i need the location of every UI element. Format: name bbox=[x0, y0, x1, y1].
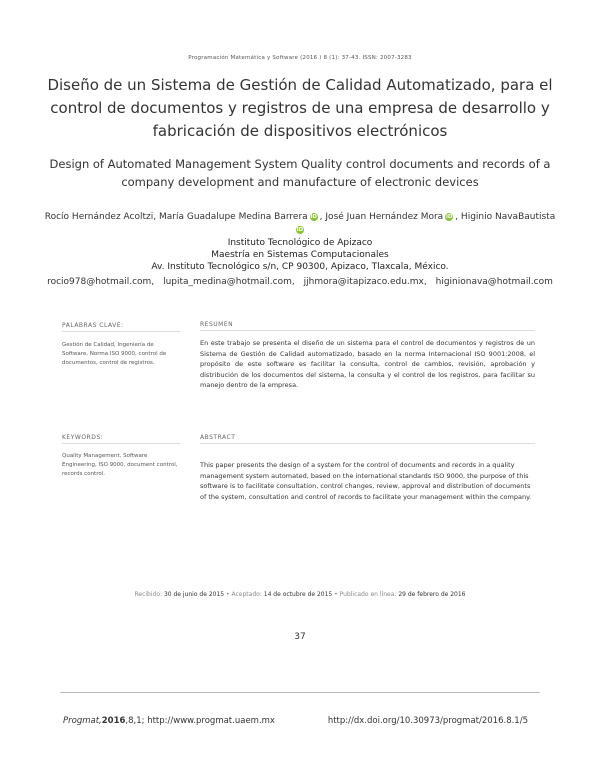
online-date: 29 de febrero de 2016 bbox=[398, 591, 466, 598]
abstract-es-label: RESUMEN bbox=[200, 321, 234, 328]
accepted-date: 14 de octubre de 2015 bbox=[263, 591, 333, 598]
footer-citation bbox=[63, 716, 275, 726]
orcid-icon[interactable]: iD bbox=[445, 214, 453, 220]
divider bbox=[200, 443, 535, 444]
orcid-icon[interactable]: iD bbox=[310, 214, 317, 220]
footer-volume: 2016 bbox=[101, 716, 126, 726]
page-number: 37 bbox=[294, 632, 306, 642]
footer-divider bbox=[60, 692, 540, 693]
affiliation bbox=[40, 237, 560, 273]
accepted-label: Aceptado: bbox=[231, 591, 262, 598]
author-name: María Guadalupe Medina Barrera bbox=[158, 212, 308, 222]
email-link[interactable]: jjhmora@itapizaco.edu.mx, bbox=[303, 277, 427, 287]
title-spanish: Diseño de un Sistema de Gestión de Calidad Automatizado, para el control de documentos y registros de una empresa de desarrollo y fabricación de dispositivos electrónicos bbox=[47, 76, 553, 140]
keywords-en-text: Quality Management, Software Engineering, ISO 9000, document control, records control. bbox=[62, 453, 178, 477]
publication-dates: Recibido: 30 de junio de 2015 • Aceptado: 14 de octubre de 2015 • Publicado en línea: 29 de febrero de 2016 bbox=[134, 591, 466, 598]
footer-url[interactable]: ,8,1; http://www.progmat.uaem.mx bbox=[125, 716, 275, 726]
email-link[interactable]: higinionava@hotmail.com bbox=[435, 277, 553, 287]
author-list: Rocío Hernández Acoltzi, María Guadalupe Medina Barrera iD , José Juan Hernández Mora iD , Higinio NavaBautistaiD bbox=[44, 212, 556, 233]
abstract-es-text: En este trabajo se presenta el diseño de un sistema para el control de documentos y registros de un Sistema de Gestión de Calidad automatizado, basado en la norma Internacional ISO 9001:2008, el propósito de este software es facilitar la consulta, control de cambios, revisión, aprobación y distribución de los documentos del sistema, la consulta y el control de los registros, para facilitar su manejo dentro de la empresa. bbox=[200, 339, 535, 389]
email-link[interactable]: lupita_medina@hotmail.com, bbox=[163, 277, 295, 287]
email-list bbox=[40, 276, 560, 288]
abstract-en-label: ABSTRACT bbox=[200, 434, 236, 441]
divider bbox=[62, 443, 180, 444]
keywords-en-label: KEYWORDS: bbox=[62, 434, 104, 441]
email-link[interactable]: rocio978@hotmail.com, bbox=[47, 277, 155, 287]
author-name: Rocío Hernández Acoltzi, bbox=[44, 212, 157, 222]
title-english: Design of Automated Management System Quality control documents and records of a company development and manufacture of electronic devices bbox=[49, 157, 551, 189]
abstract-en-text: This paper presents the design of a system for the control of documents and records in a quality management system automated, based on the international standards ISO 9000, the purpose of this software is to facilitate consultation, control changes, review, approval and distribution of documents of the system, consultation and control of records to facilitate your management within the company. bbox=[200, 461, 532, 501]
keywords-es-text: Gestión de Calidad, Ingeniería de Software, Norma ISO 9000, control de documentos, control de registros. bbox=[62, 342, 167, 366]
orcid-icon[interactable]: iD bbox=[296, 227, 304, 233]
received-date: 30 de junio de 2015 bbox=[163, 591, 225, 598]
journal-header: Programación Matemática y Software (2016 ) 8 (1): 37-43. ISSN: 2007-3283 bbox=[188, 55, 412, 61]
author-name: José Juan Hernández Mora bbox=[325, 212, 444, 222]
institute-name: Instituto Tecnológico de Apizaco bbox=[227, 238, 373, 248]
divider bbox=[62, 331, 180, 332]
footer-journal: Progmat, bbox=[63, 716, 102, 726]
footer-doi[interactable]: http://dx.doi.org/10.30973/progmat/2016.8.1/5 bbox=[327, 716, 528, 726]
divider bbox=[200, 330, 535, 331]
program-name: Maestría en Sistemas Computacionales bbox=[211, 250, 389, 260]
author-name: Higinio NavaBautista bbox=[460, 212, 556, 222]
received-label: Recibido: bbox=[134, 591, 163, 598]
address: Av. Instituto Tecnológico s/n, CP 90300, Apizaco, Tlaxcala, México. bbox=[151, 262, 449, 272]
keywords-es-label: PALABRAS CLAVE: bbox=[62, 322, 124, 329]
online-label: Publicado en línea: bbox=[339, 591, 397, 598]
